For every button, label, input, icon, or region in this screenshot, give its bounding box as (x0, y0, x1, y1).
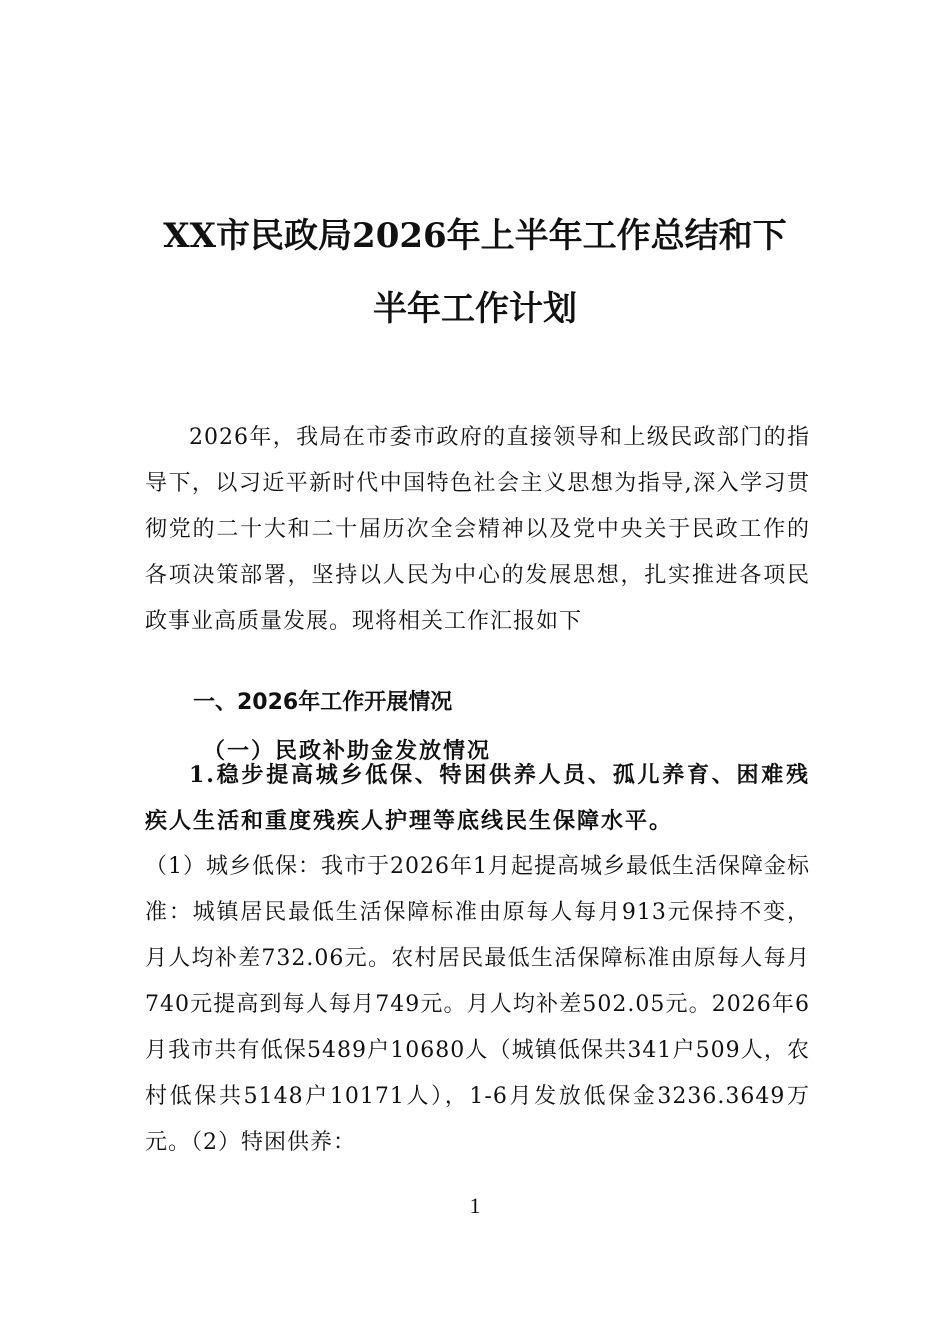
subsidy-section-body (145, 752, 810, 1166)
subsection-heading-subsidy: （一）民政补助金发放情况 (203, 738, 492, 764)
bold-lead-sentence: 1.稳步提高城乡低保、特困供养人员、孤儿养育、困难残疾人生活和重度残疾人护理等底线民生保障水平。 (145, 762, 810, 834)
document-title-line-2: 半年工作计划 (373, 288, 577, 329)
intro-paragraph: 2026年，我局在市委市政府的直接领导和上级民政部门的指导下，以习近平新时代中国特色社会主义思想为指导,深入学习贯彻党的二十大和二十届历次全会精神以及党中央关于民政工作的各项决策部署，坚持以人民为中心的发展思想，扎实推进各项民政事业高质量发展。现将相关工作汇报如下 (145, 425, 810, 634)
page-number: 1 (469, 1193, 481, 1218)
subsidy-detail-paragraph: （1）城乡低保：我市于2026年1月起提高城乡最低生活保障金标准：城镇居民最低生活保障标准由原每人每月913元保持不变，月人均补差732.06元。农村居民最低生活保障标准由原每人每月740元提高到每人每月749元。月人均补差502.05元。2026年6月我市共有低保5489户10680人（城镇低保共341户509人，农村低保共5148户10171人），1-6月发放低保金3236.3649万元。（2）特困供养： (145, 854, 810, 1155)
section-heading-work-status: 一、2026年工作开展情况 (193, 690, 453, 716)
document-title-line-1: XX市民政局2026年上半年工作总结和下 (163, 215, 787, 256)
